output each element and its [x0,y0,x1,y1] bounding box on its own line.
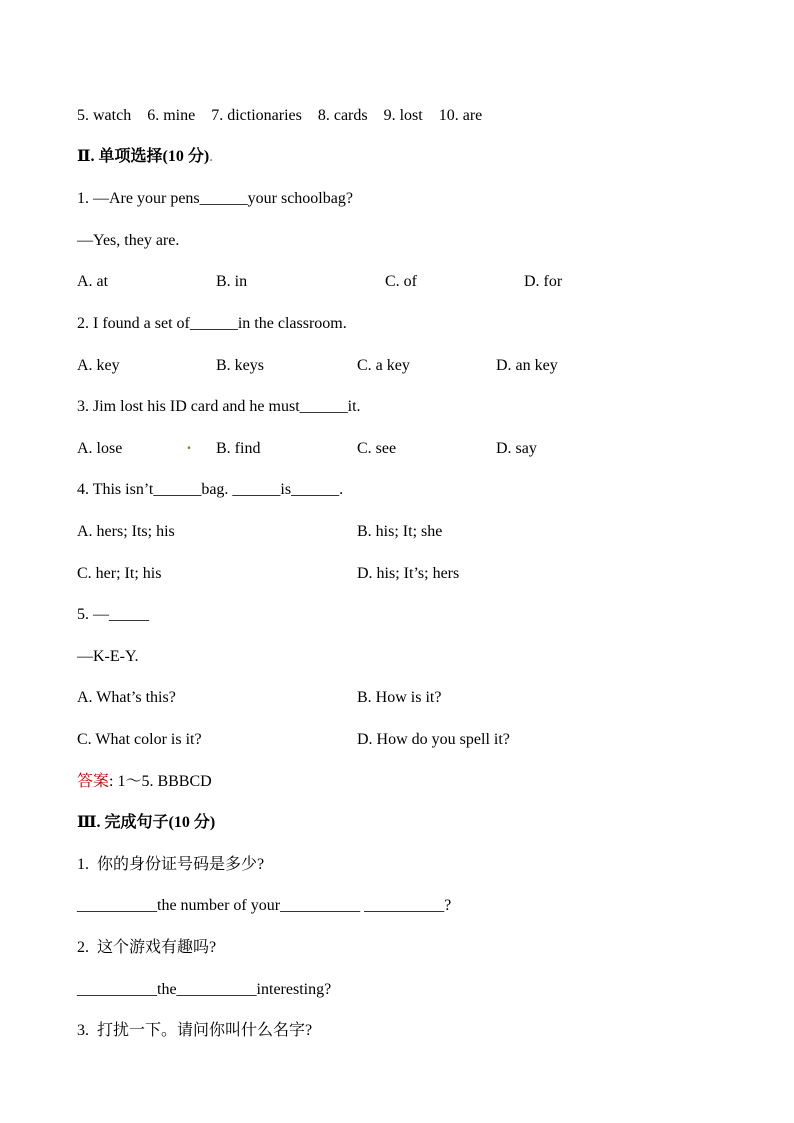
section-2-title [77,147,213,167]
option-b: B. in [216,273,248,290]
option-c: C. of [385,273,417,290]
option-a: A. hers; Its; his [77,523,175,540]
answer-key [77,772,212,792]
question-5-stem: 5. —_____ [77,606,149,623]
option-a: A. What’s this? [77,689,176,706]
sentence-2-chinese: 2. 这个游戏有趣吗? [77,939,217,956]
question-2-stem: 2. I found a set of______in the classroom. [77,315,347,332]
option-c: C. What color is it? [77,731,202,748]
sentence-1-english-blanks: __________the number of your__________ __________? [77,897,452,914]
option-a: A. at [77,273,109,290]
sentence-2-english-blanks: __________the__________interesting? [77,981,332,998]
option-a: A. lose [77,440,123,457]
option-c: C. see [357,440,397,457]
option-b: B. his; It; she [357,523,443,540]
question-1-stem: 1. —Are your pens______your schoolbag? [77,190,353,207]
option-b: B. How is it? [357,689,442,706]
question-1-response: —Yes, they are. [77,232,180,249]
option-a: A. key [77,357,120,374]
section-2-title-text: Ⅱ. 单项选择(10 分) [77,148,210,165]
option-d: D. How do you spell it? [357,731,510,748]
option-d: D. say [496,440,537,457]
section-3-title: Ⅲ. 完成句子(10 分) [77,814,216,831]
sentence-3-chinese: 3. 打扰一下。请问你叫什么名字? [77,1022,313,1039]
section-2-title-dot: . [209,148,214,165]
answer-text: : 1～5. BBBCD [109,773,212,790]
question-5-response: —K-E-Y. [77,648,139,665]
option-d: D. his; It’s; hers [357,565,460,582]
option-c: C. a key [357,357,410,374]
answer-label: 答案 [77,773,110,790]
option-d: D. for [524,273,563,290]
option-c: C. her; It; his [77,565,162,582]
option-d: D. an key [496,357,558,374]
question-4-stem: 4. This isn’t______bag. ______is______. [77,481,344,498]
question-3-stem: 3. Jim lost his ID card and he must______it. [77,398,361,415]
option-b: B. keys [216,357,264,374]
option-b: B. find [216,440,261,457]
stray-dot-mark: . [187,436,191,453]
sentence-1-chinese: 1. 你的身份证号码是多少? [77,856,265,873]
previous-answers-line: 5. watch 6. mine 7. dictionaries 8. cards 9. lost 10. are [77,107,483,124]
